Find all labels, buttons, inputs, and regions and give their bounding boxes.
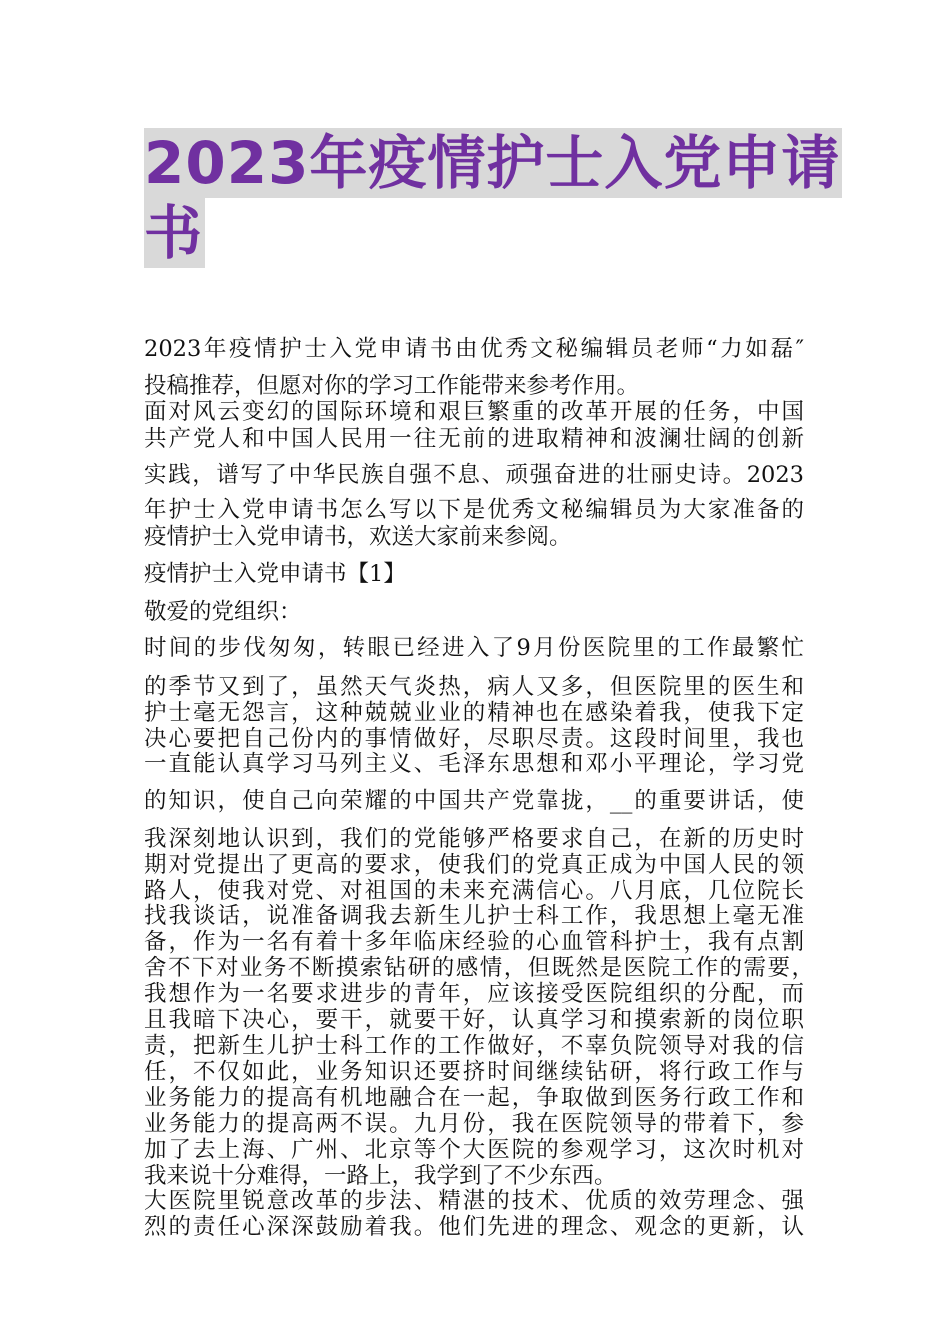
document-title	[144, 128, 841, 268]
body-line: 我深刻地认识到，我们的党能够严格要求自己，在新的历史时	[144, 826, 804, 852]
body-line: 2023年疫情护士入党申请书由优秀文秘编辑员老师“力如磊″	[144, 336, 804, 362]
section-heading: 疫情护士入党申请书【1】	[144, 561, 406, 587]
body-line: 路人，使我对党、对祖国的未来充满信心。八月底，几位院长	[144, 878, 804, 904]
body-line: 我想作为一名要求进步的青年，应该接受医院组织的分配，而	[144, 981, 804, 1007]
body-line: 的知识，使自己向荣耀的中国共产党靠拢，__的重要讲话，使	[144, 788, 804, 814]
body-line: 时间的步伐匆匆，转眼已经进入了9月份医院里的工作最繁忙	[144, 635, 804, 661]
body-line: 面对风云变幻的国际环境和艰巨繁重的改革开展的任务，中国	[144, 399, 804, 425]
body-line: 烈的责任心深深鼓励着我。他们先进的理念、观念的更新，认	[144, 1214, 804, 1240]
body-line: 决心要把自己份内的事情做好，尽职尽责。这段时间里，我也	[144, 726, 804, 752]
body-line: 且我暗下决心，要干，就要干好，认真学习和摸索新的岗位职	[144, 1007, 804, 1033]
body-line: 投稿推荐，但愿对你的学习工作能带来参考作用。	[144, 373, 640, 399]
body-line: 期对党提出了更高的要求，使我们的党真正成为中国人民的领	[144, 852, 804, 878]
body-line: 责，把新生儿护士科工作的工作做好，不辜负院领导对我的信	[144, 1033, 804, 1059]
body-line: 舍不下对业务不断摸索钻研的感情，但既然是医院工作的需要，	[144, 955, 814, 981]
title-line-2: 书	[144, 199, 204, 267]
body-line: 的季节又到了，虽然天气炎热，病人又多，但医院里的医生和	[144, 674, 804, 700]
body-line: 找我谈话，说准备调我去新生儿护士科工作，我思想上毫无准	[144, 903, 804, 929]
body-line: 任，不仅如此，业务知识还要挤时间继续钻研，将行政工作与	[144, 1059, 804, 1085]
body-line: 护士毫无怨言，这种兢兢业业的精神也在感染着我，使我下定	[144, 700, 804, 726]
body-line: 一直能认真学习马列主义、毛泽东思想和邓小平理论，学习党	[144, 751, 804, 777]
body-line: 共产党人和中国人民用一往无前的进取精神和波澜壮阔的创新	[144, 426, 804, 452]
salutation: 敬爱的党组织：	[144, 599, 302, 625]
body-line: 业务能力的提高有机地融合在一起，争取做到医务行政工作和	[144, 1085, 804, 1111]
body-line: 大医院里锐意改革的步法、精湛的技术、优质的效劳理念、强	[144, 1188, 804, 1214]
body-line: 实践，谱写了中华民族自强不息、顽强奋进的壮丽史诗。2023	[144, 462, 804, 488]
body-line: 业务能力的提高两不误。九月份，我在医院领导的带着下，参	[144, 1111, 804, 1137]
body-line: 我来说十分难得，一路上，我学到了不少东西。	[144, 1163, 617, 1189]
body-line: 疫情护士入党申请书，欢送大家前来参阅。	[144, 524, 572, 550]
body-line: 备，作为一名有着十多年临床经验的心血管科护士，我有点割	[144, 929, 804, 955]
title-line-1: 2023年疫情护士入党申请	[144, 129, 841, 197]
body-line: 年护士入党申请书怎么写以下是优秀文秘编辑员为大家准备的	[144, 497, 804, 523]
body-line: 加了去上海、广州、北京等个大医院的参观学习，这次时机对	[144, 1137, 804, 1163]
